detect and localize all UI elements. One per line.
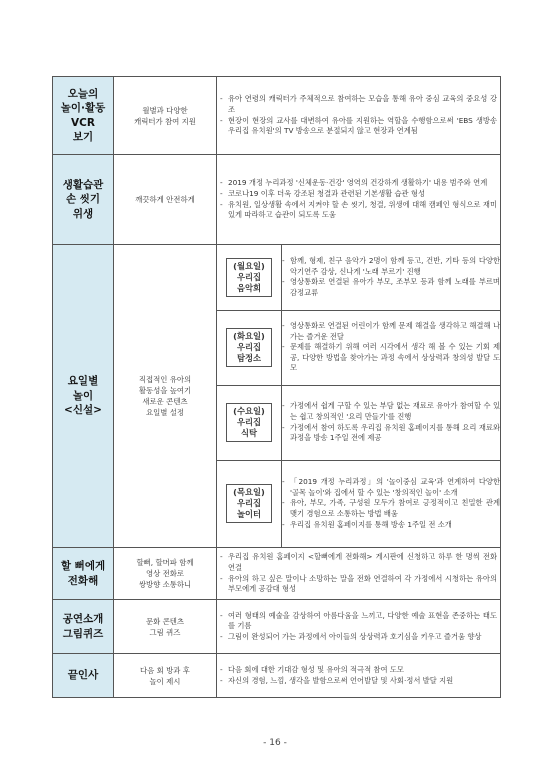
- bullet-item: [282, 321, 500, 342]
- bullet-text: 유아의 하고 싶은 말이나 소망하는 말을 전화 연결하여 각 가정에서 시청하는 유아의 부모에게 공감대 형성: [228, 573, 497, 594]
- bullet-mark: -: [282, 422, 285, 432]
- row-header: 오늘의 놀이·활동 VCR 보기: [53, 77, 114, 155]
- bullet-item: [282, 498, 500, 519]
- table-row: [53, 77, 501, 155]
- day-label: (화요일) 우리집 탐정소: [226, 328, 272, 367]
- bullet-mark: -: [282, 477, 285, 487]
- bullet-mark: -: [220, 115, 223, 125]
- weekday-programs: [217, 245, 501, 548]
- bullet-text: 여러 형태의 예술을 감상하여 아름다움을 느끼고, 다양한 예술 표현을 존중하는 태도를 기름: [228, 610, 497, 631]
- row-header: 끝인사: [53, 654, 114, 698]
- bullet-item: [282, 277, 500, 298]
- bullet-item: [220, 552, 497, 573]
- bullet-item: [220, 676, 497, 687]
- bullet-item: [220, 611, 497, 632]
- bullet-text: 자신의 경험, 느낌, 생각을 발함으로써 언어발달 및 사회·정서 발달 지원: [228, 675, 454, 685]
- bullet-item: [220, 178, 497, 189]
- row-header: 할 뻐에게 전화해: [53, 548, 114, 600]
- bullet-item: [220, 116, 497, 137]
- bullet-item: [282, 477, 500, 498]
- day-content: [282, 460, 501, 547]
- bullet-item: [220, 632, 497, 643]
- bullet-mark: -: [220, 94, 223, 104]
- bullet-text: 유치원, 일상생활 속에서 지켜야 할 손 씻기, 청결, 위생에 대해 캠페인 형식으로 재미있게 따라하고 습관이 되도록 도움: [228, 199, 497, 220]
- bullet-text: 영상통화로 연결된 유아가 부모, 조부모 등과 함께 노래를 부르며 감정교류: [290, 277, 500, 297]
- bullet-mark: -: [220, 199, 223, 209]
- bullet-mark: -: [282, 519, 285, 529]
- row-summary: 할뻐, 할머파 함께 영상 전화로 쌍방향 소통하니: [114, 548, 217, 600]
- bullet-text: 가정에서 참여 하도록 우리집 유치원 홈페이지를 통해 요리 재료와 과정을 방송 1주일 전에 제공: [290, 422, 500, 443]
- bullet-mark: -: [220, 631, 223, 641]
- bullet-mark: -: [220, 675, 223, 685]
- row-summary: 월별과 다양한 캐릭터가 참여 지원: [114, 77, 217, 155]
- table-row: [53, 600, 501, 654]
- bullet-mark: -: [282, 498, 285, 508]
- row-header: 요일별 놀이 <신설>: [53, 245, 114, 548]
- bullet-text: 현장이 현장의 교사를 대변하여 유아를 지원하는 역할을 수행함으로써 'EBS 생방송 우리집 유치원'의 TV 방송으로 분절되지 않고 현장과 연계됨: [228, 115, 497, 136]
- bullet-text: 코로나19 이후 더욱 강조된 청결과 관련된 기본생활 습관 형성: [228, 188, 426, 198]
- bullet-mark: -: [220, 178, 223, 188]
- row-summary: 다음 회 방과 후 놀이 제시: [114, 654, 217, 698]
- bullet-item: [282, 423, 500, 444]
- bullet-text: 우리집 유치원 홈페이지 <할뻐에게 전화해> 게시판에 신청하고 하루 한 명씩 전화 연결: [228, 552, 497, 572]
- row-content: [217, 600, 501, 654]
- bullet-item: [220, 200, 497, 221]
- bullet-item: [282, 256, 500, 277]
- day-label: (수요일) 우리집 식탁: [226, 403, 272, 442]
- bullet-mark: -: [282, 256, 285, 266]
- bullet-item: [282, 342, 500, 374]
- row-content: [217, 77, 501, 155]
- bullet-mark: -: [282, 401, 285, 411]
- day-row: [217, 385, 500, 460]
- row-header: 생활습관 손 씻기 위생: [53, 155, 114, 245]
- table-row: [53, 654, 501, 698]
- bullet-text: 문제를 해결하기 위해 여러 시각에서 생각 해 볼 수 있는 기회 제공, 다양한 방법을 찾아가는 과정 속에서 상상력과 창의성 발달 도모: [290, 342, 500, 373]
- row-summary: 문화 콘텐츠 그림 퀴즈: [114, 600, 217, 654]
- bullet-mark: -: [220, 552, 223, 562]
- bullet-mark: -: [282, 277, 285, 287]
- row-content: [217, 548, 501, 600]
- day-label: (월요일) 우리집 음악회: [226, 258, 272, 297]
- bullet-text: 다음 회에 대한 기대감 형성 및 유아의 적극적 참여 도모: [228, 664, 404, 674]
- table-row: [53, 245, 501, 548]
- row-summary: 직접적인 유아의 활동성을 높여기 새로운 콘텐츠 요일별 설정: [114, 245, 217, 548]
- day-content: [282, 245, 501, 310]
- row-content: [217, 155, 501, 245]
- bullet-item: [220, 189, 497, 200]
- day-label: (목요일) 우리집 놀이터: [226, 484, 272, 523]
- row-content: [217, 654, 501, 698]
- bullet-text: 우리집 유치원 홈페이지를 통해 방송 1주일 전 소개: [290, 519, 452, 529]
- day-content: [282, 310, 501, 385]
- weekday-table: [217, 245, 500, 547]
- row-summary: 깨끗하게 안전하게: [114, 155, 217, 245]
- row-header: 공연소개 그림퀴즈: [53, 600, 114, 654]
- bullet-mark: -: [282, 342, 285, 352]
- bullet-item: [282, 401, 500, 422]
- bullet-mark: -: [220, 664, 223, 674]
- bullet-mark: -: [220, 610, 223, 620]
- page-number: - 16 -: [263, 738, 287, 748]
- table-row: [53, 548, 501, 600]
- table-row: [53, 155, 501, 245]
- bullet-mark: -: [220, 188, 223, 198]
- bullet-text: 유아 연령의 캐릭터가 주체적으로 참여하는 모습을 통해 유아 중심 교육의 중요성 강조: [228, 94, 497, 114]
- bullet-mark: -: [282, 321, 285, 331]
- bullet-item: [282, 520, 500, 531]
- bullet-item: [220, 574, 497, 595]
- bullet-mark: -: [220, 573, 223, 583]
- day-row: [217, 245, 500, 310]
- bullet-text: 유아, 부모, 가족, 구성원 모두가 참여로 긍정적이고 친밀한 관계 맺기 경험으로 소통하는 방법 배움: [290, 498, 500, 519]
- bullet-text: 영상통화로 연결된 어린이가 함께 문제 해결을 생각하고 해결해 나가는 즐거운 전달: [290, 321, 500, 341]
- day-row: [217, 310, 500, 385]
- bullet-text: 함께, 형제, 친구 음악가 2명이 함께 등고, 건반, 기타 등의 다양한 악기연주 감상, 신나게 '노래 부르기' 진행: [290, 256, 500, 276]
- program-table: [52, 76, 501, 698]
- bullet-item: [220, 665, 497, 676]
- bullet-text: 그림이 완성되어 가는 과정에서 아이들의 상상력과 호기심을 키우고 즐거움 향상: [228, 631, 482, 641]
- day-row: [217, 460, 500, 547]
- bullet-item: [220, 94, 497, 115]
- bullet-text: 가정에서 쉽게 구할 수 있는 부담 없는 재료로 유아가 참여할 수 있는 쉽고 창의적인 '요리 만들기'를 진행: [290, 401, 500, 421]
- bullet-text: 「2019 개정 누리과정」의 '놀이중심 교육'과 연계하여 다양한 '골목 놀이'와 집에서 할 수 있는 '창의적인 놀이' 소개: [290, 477, 500, 497]
- day-content: [282, 385, 501, 460]
- bullet-text: 2019 개정 누리과정 '신체운동·건강' 영역의 건강하게 생활하기' 내용 범주와 연계: [228, 178, 488, 188]
